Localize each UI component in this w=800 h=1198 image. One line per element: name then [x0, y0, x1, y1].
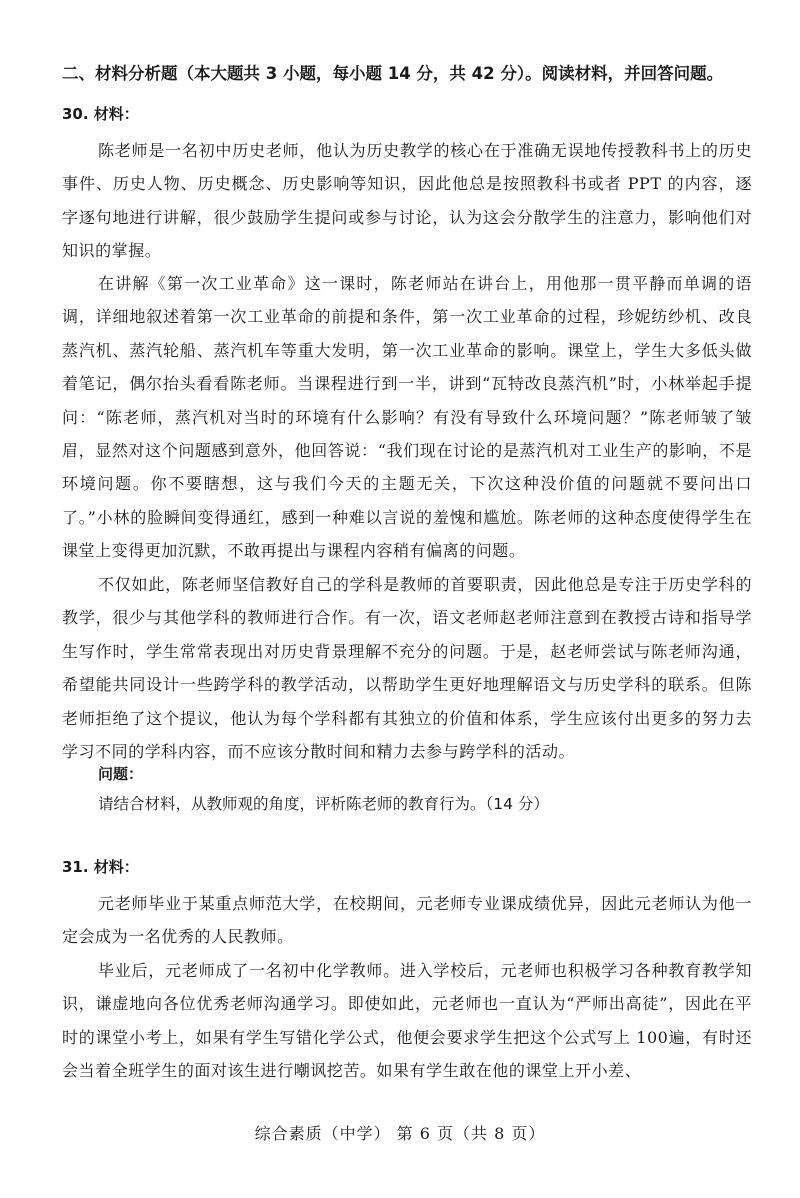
section-heading: 二、材料分析题（本大题共 3 小题，每小题 14 分，共 42 分）。阅读材料，并回答问题。 [62, 64, 724, 83]
page-footer: 综合素质（中学） 第 6 页（共 8 页） [254, 1124, 546, 1143]
q30-paragraph-3: 不仅如此，陈老师坚信教好自己的学科是教师的首要职责，因此他总是专注于历史学科的教学，很少与其他学科的教师进行合作。有一次，语文老师赵老师注意到在教授古诗和指导学生写作时，学生常常表现出对历史背景理解不充分的问题。于是，赵老师尝试与陈老师沟通，希望能共同设计一些跨学科的教学活动，以帮助学生更好地理解语文与历史学科的联系。但陈老师拒绝了这个提议，他认为每个学科都有其独立的价值和体系，学生应该付出更多的努力去学习不同的学科内容，而不应该分散时间和精力去参与跨学科的活动。 [62, 575, 752, 762]
question-30-problem-label: 问题： [98, 765, 144, 783]
question-31-label: 31. 材料： [62, 858, 139, 876]
q31-paragraph-2: 毕业后，元老师成了一名初中化学教师。进入学校后，元老师也积极学习各种教育教学知识，谦虚地向各位优秀老师沟通学习。即使如此，元老师也一直认为“严师出高徒”，因此在平时的课堂小考上，如果有学生写错化学公式，他便会要求学生把这个公式写上 100遍，有时还会当着全班学生的面对该生进行嘲讽挖苦。如果有学生敢在他的课堂上开小差、 [62, 961, 752, 1081]
question-30-label: 30. 材料： [62, 105, 139, 123]
q30-paragraph-2: 在讲解《第一次工业革命》这一课时，陈老师站在讲台上，用他那一贯平静而单调的语调，详细地叙述着第一次工业革命的前提和条件，第一次工业革命的过程，珍妮纺纱机、改良蒸汽机、蒸汽轮船、蒸汽机车等重大发明，第一次工业革命的影响。课堂上，学生大多低头做着笔记，偶尔抬头看看陈老师。当课程进行到一半，讲到“瓦特改良蒸汽机”时，小林举起手提问：“陈老师，蒸汽机对当时的环境有什么影响？有没有导致什么环境问题？”陈老师皱了皱眉，显然对这个问题感到意外，他回答说：“我们现在讨论的是蒸汽机对工业生产的影响，不是环境问题。你不要瞎想，这与我们今天的主题无关，下次这种没价值的问题就不要问出口了。”小林的脸瞬间变得通红，感到一种难以言说的羞愧和尴尬。陈老师的这种态度使得学生在课堂上变得更加沉默，不敢再提出与课程内容稍有偏离的问题。 [62, 274, 752, 561]
q30-paragraph-1: 陈老师是一名初中历史老师，他认为历史教学的核心在于准确无误地传授教科书上的历史事件、历史人物、历史概念、历史影响等知识，因此他总是按照教科书或者 PPT 的内容，逐字逐句地进行讲解，很少鼓励学生提问或参与讨论，认为这会分散学生的注意力，影响他们对知识的掌握。 [62, 141, 752, 261]
question-30-problem-text: 请结合材料，从教师观的角度，评析陈老师的教育行为。（14 分） [98, 795, 549, 813]
q31-paragraph-1: 元老师毕业于某重点师范大学，在校期间，元老师专业课成绩优异，因此元老师认为他一定会成为一名优秀的人民教师。 [62, 894, 752, 947]
